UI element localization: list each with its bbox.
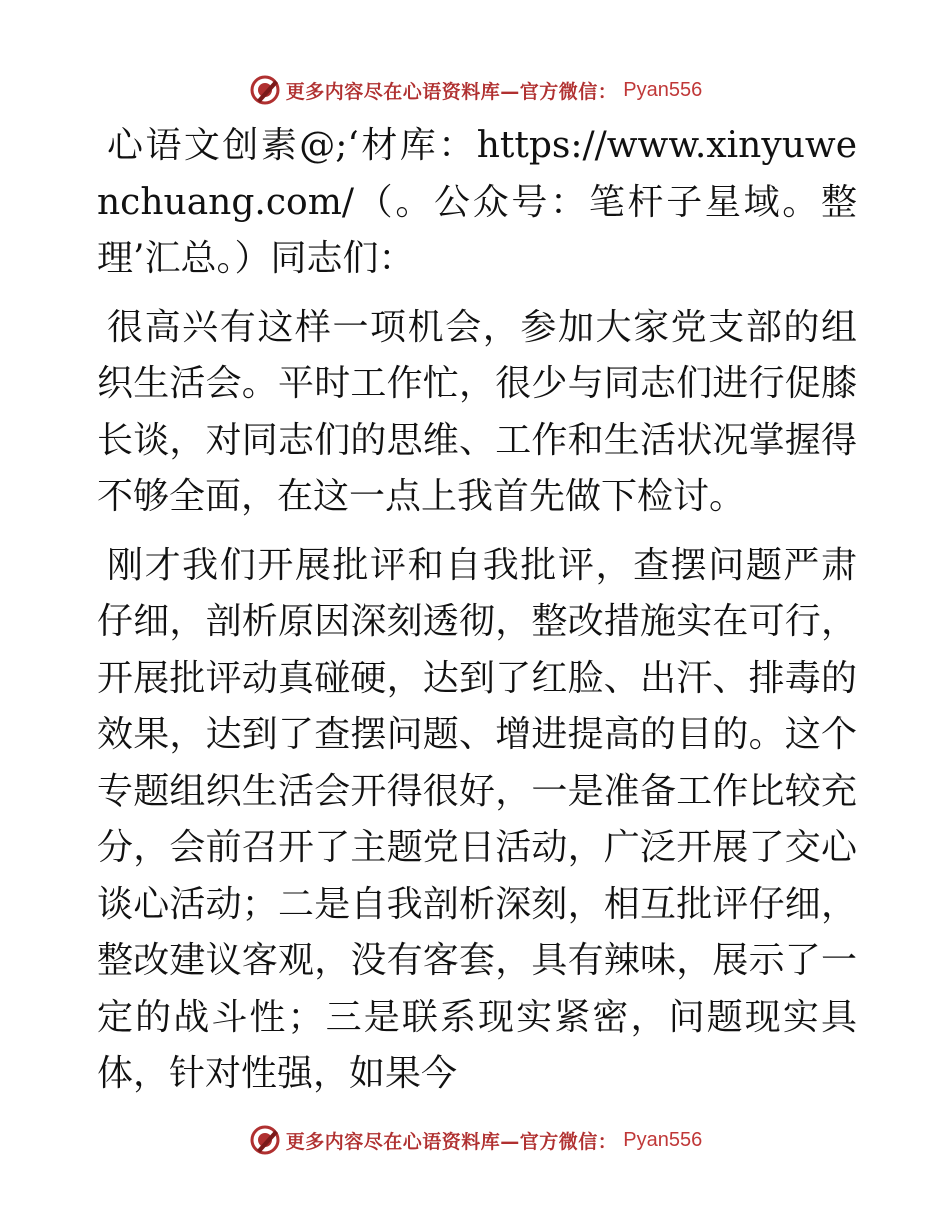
footer-watermark: [0, 1120, 950, 1160]
watermark-text: 更多内容尽在心语资料库—官方微信：: [285, 80, 618, 103]
paragraph-opening: 很高兴有这样一项机会，参加大家党支部的组织生活会。平时工作忙，很少与同志们进行促膝长谈，对同志们的思维、工作和生活状况掌握得不够全面，在这一点上我首先做下检讨。: [97, 306, 857, 517]
paragraph-intro: 心语文创素@;‘材库：https://www.xinyuwenchuang.com/（。公众号：笔杆子星域。整理’汇总。）同志们：: [97, 125, 857, 279]
watermark-text: 更多内容尽在心语资料库—官方微信：: [285, 1130, 618, 1153]
watermark-handle: Pyan556: [623, 78, 703, 101]
paragraph-review: 刚才我们开展批评和自我批评，查摆问题严肃仔细，剖析原因深刻透彻，整改措施实在可行，开展批评动真碰硬，达到了红脸、出汗、排毒的效果，达到了查摆问题、增进提高的目的。这个专题组织生活会开得很好，一是准备工作比较充分，会前召开了主题党日活动，广泛开展了交心谈心活动；二是自我剖析深刻，相互批评仔细，整改建议客观，没有客套，具有辣味，展示了一定的战斗性；三是联系现实紧密，问题现实具体，针对性强，如果今: [97, 544, 857, 1094]
pen-logo-icon: [248, 73, 282, 107]
header-watermark: [0, 70, 950, 110]
watermark-handle: Pyan556: [623, 1128, 703, 1151]
pen-logo-icon: [248, 1123, 282, 1157]
document-body: [97, 118, 857, 1115]
